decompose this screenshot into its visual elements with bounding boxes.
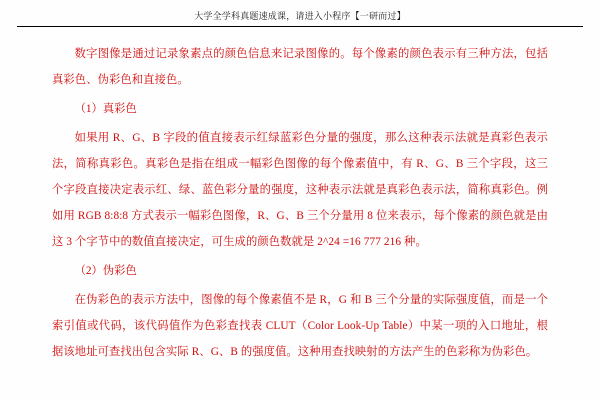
- page-header-text: 大学全学科真题速成课，请进入小程序【一研而过】: [194, 11, 406, 21]
- paragraph-pseudo-color: 在伪彩色的表示方法中，图像的每个像素值不是 R，G 和 B 三个分量的实际强度值，而是一个索引值或代码，该代码值作为色彩查找表 CLUT（Color Look-Up Table）中某一项的入口地址，根据该地址可查找出包含实际 R、G、B 的强度值。这种用查找映射的方法产生的色彩称为伪彩色。: [52, 294, 548, 358]
- section-heading-pseudo-color: （2）伪彩色: [74, 265, 137, 277]
- document-body: [0, 27, 600, 365]
- paragraph-intro: 数字图像是通过记录象素点的颜色信息来记录图像的。每个像素的颜色表示有三种方法，包括真彩色、伪彩色和直接色。: [52, 48, 548, 86]
- section-heading-true-color: （1）真彩色: [74, 103, 137, 115]
- paragraph-true-color: 如果用 R、G、B 字段的值直接表示红绿蓝彩色分量的强度，那么这种表示法就是真彩色表示法，简称真彩色。真彩色是指在组成一幅彩色图像的每个像素值中，有 R、G、B 三个字段，这三个字段直接决定表示红、绿、蓝色彩分量的强度，这种表示法就是真彩色表示法，简称真彩色。例如用 RGB 8:8:8 方式表示一幅彩色图像，R、G、B 三个分量用 8 位来表示，每个像素的颜色就是由这 3 个字节中的数值直接决定，可生成的颜色数就是 2^24 =16 777 216 种。: [52, 132, 548, 248]
